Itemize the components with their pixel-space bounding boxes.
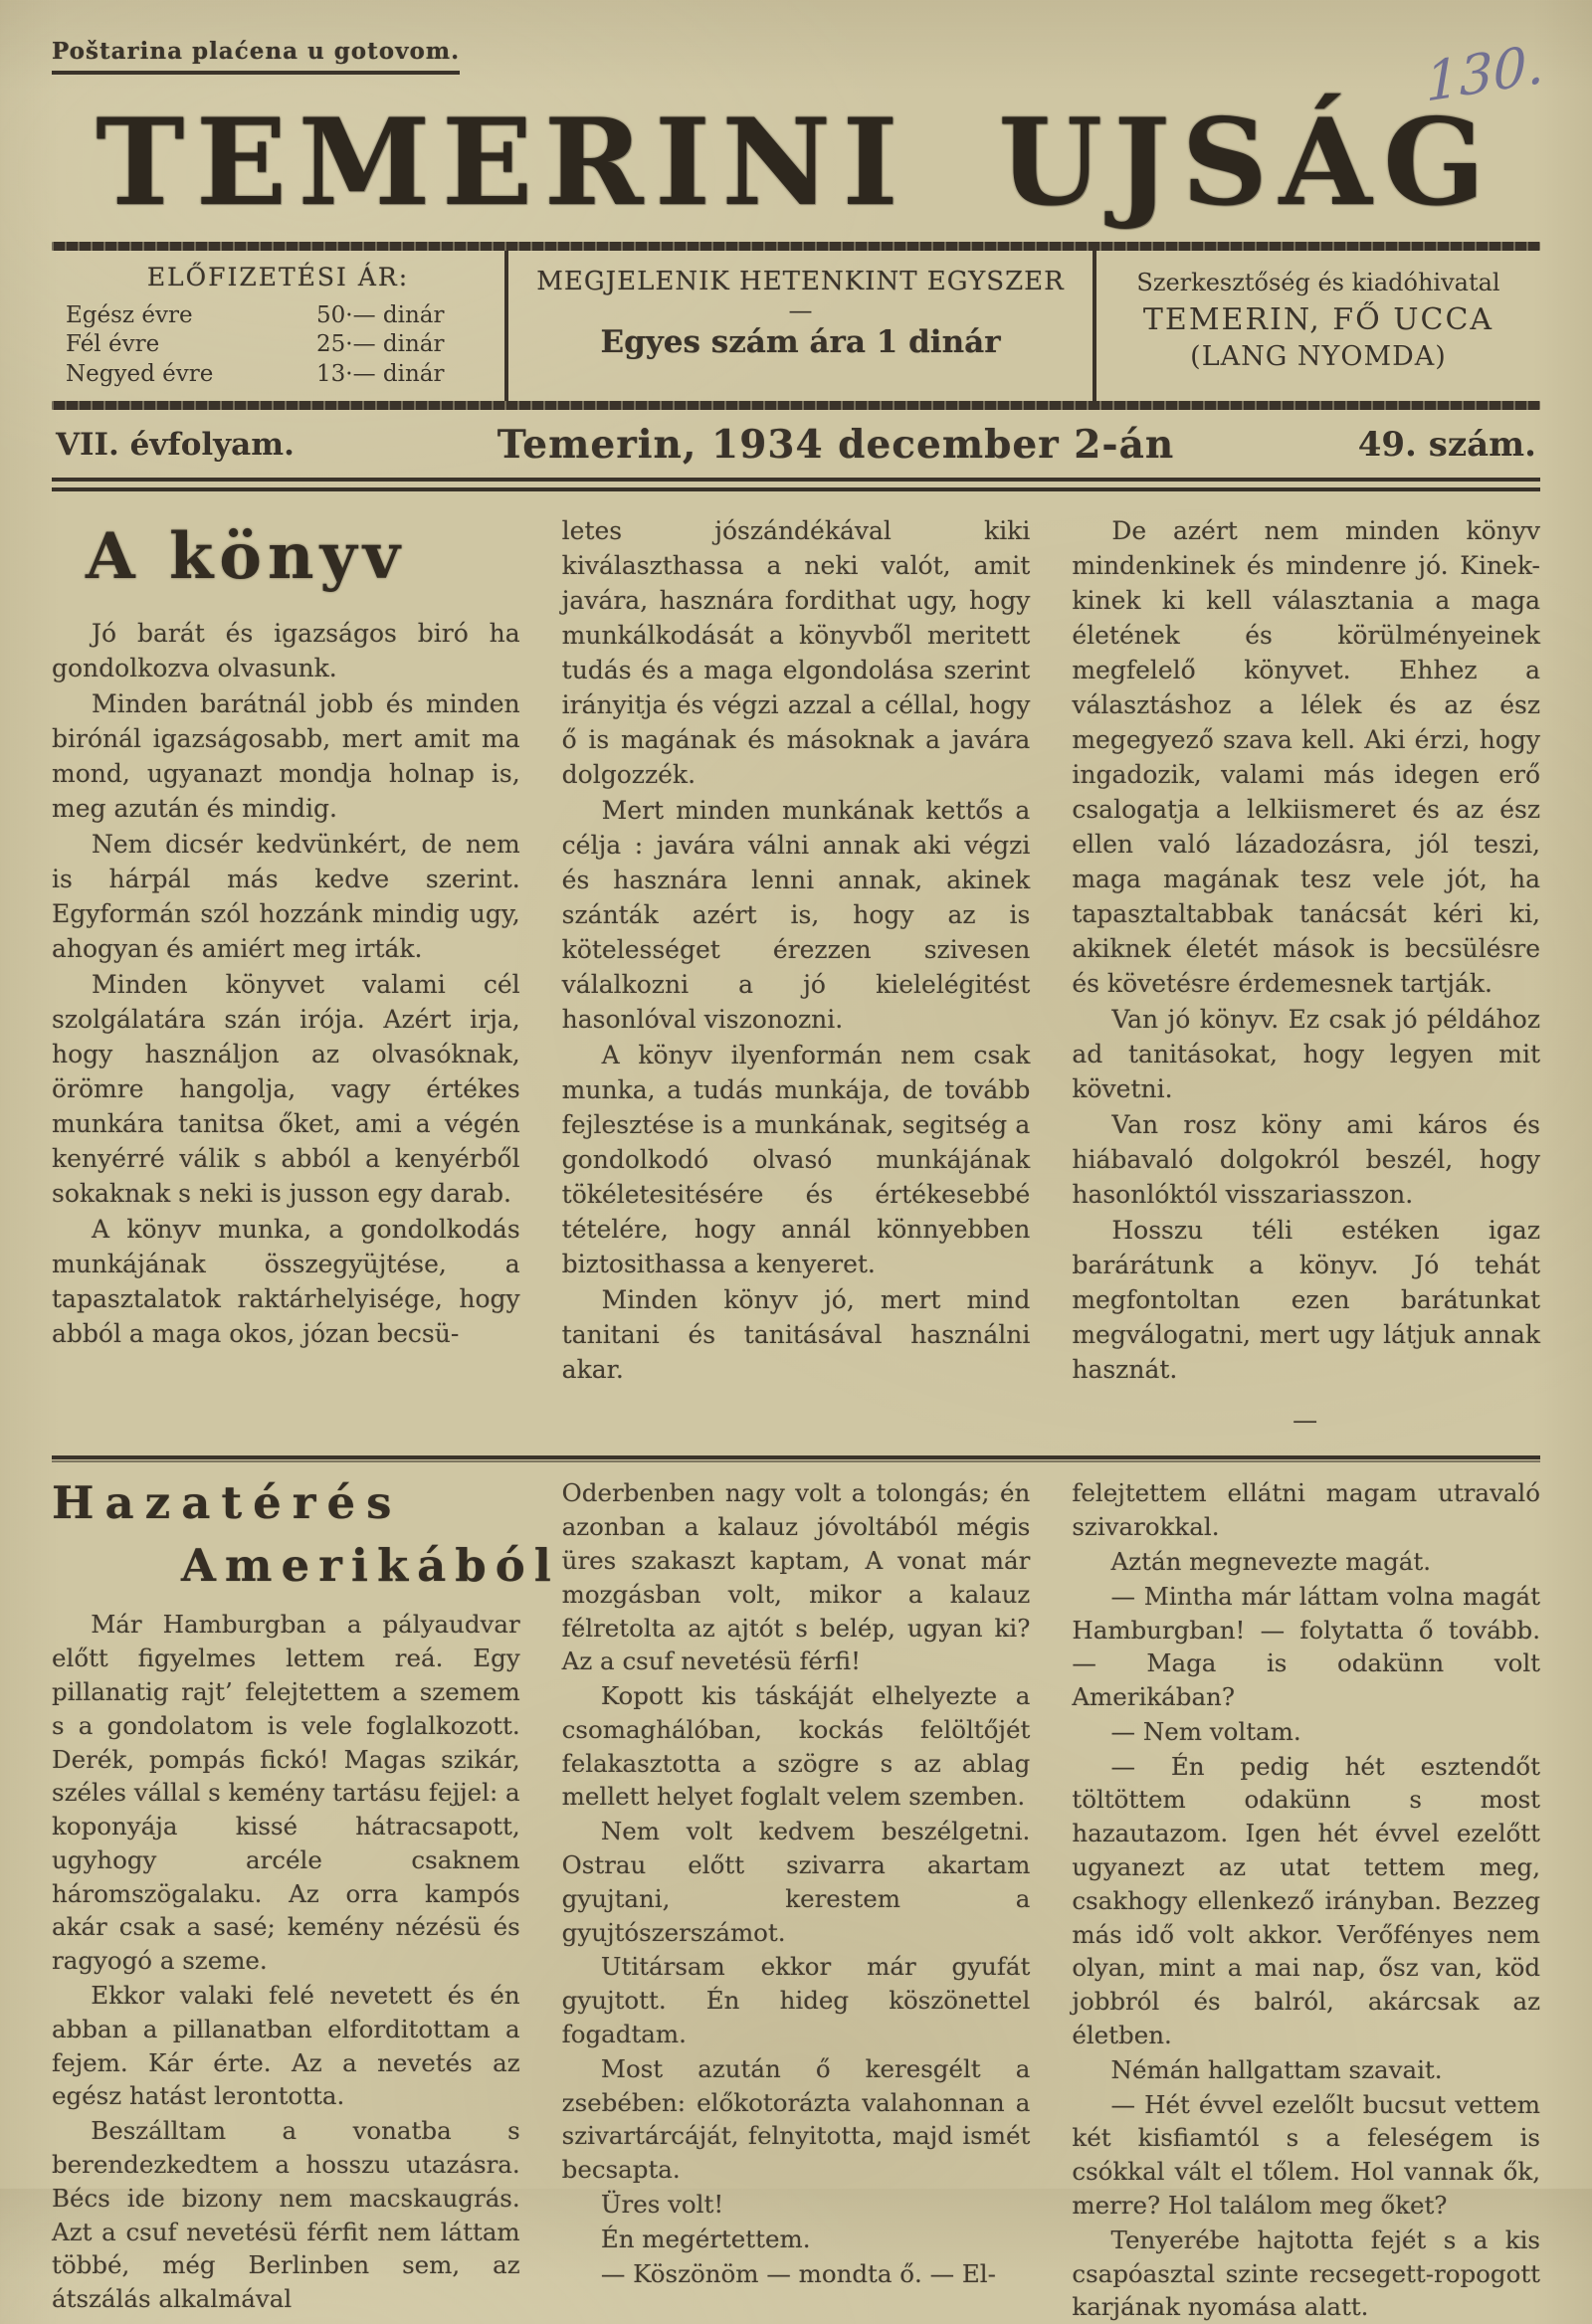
article-column-3 xyxy=(1072,513,1540,1438)
header-bottom-rule xyxy=(52,401,1540,410)
subscription-box xyxy=(52,251,504,401)
paragraph: Némán hallgattam szavait. xyxy=(1110,2054,1443,2084)
column-text xyxy=(52,1608,520,2316)
volume-label: VII. évfolyam. xyxy=(56,427,295,464)
paragraph: Kopott kis táskáját elhelyezte a csomaghálóban, kockás felöltőjét felakasztotta a szögre s az ablag mellett helyet foglalt velem szemben. xyxy=(561,1681,1031,1812)
paragraph: Minden könyv jó, mert mind tanitani és tanitásával használni akar. xyxy=(561,1285,1031,1385)
dateline-rule xyxy=(52,478,1540,491)
subscription-label: Egész évre xyxy=(66,302,193,328)
office-printer: (LANG NYOMDA) xyxy=(1190,341,1447,372)
article-title-line1: Hazatérés xyxy=(52,1476,403,1530)
article-a-konyv xyxy=(52,513,1540,1438)
paragraph: — Nem voltam. xyxy=(1110,1716,1301,1746)
paragraph: De azért nem minden könyv mindenkinek és mindenre jó. Kinek-kinek ki kell választania a maga életének és körülményeinek megfelelő könyvet. Ehhez a választáshoz a lélek és az ész megegyező szava kell. Aki érzi, hogy ingadozik, valami más idegen erő csalogatja a lelkiismeret és az ész ellen való lázadozásra, jól teszi, maga magának tesz vele jót, ha tapasztaltabbak tanácsát kéri ki, akiknek életét mások is becsülésre és követésre érdemesnek tartják. xyxy=(1072,516,1541,999)
paragraph: A könyv ilyenformán nem csak munka, a tudás munkája, de tovább fejlesztése is a munkának, segitség a gondolkodó olvasó munkájának tökéletesitésére és értékesebbé tételére, hogy annál könnyebben biztosithassa a kenyeret. xyxy=(561,1041,1031,1279)
section-divider xyxy=(52,1455,1540,1462)
single-issue-price: Egyes szám ára 1 dinár xyxy=(600,324,1001,360)
masthead-title: TEMERINI UJSÁG xyxy=(96,93,1496,233)
subscription-row xyxy=(66,330,491,359)
column-text xyxy=(562,1476,1031,2290)
column-text xyxy=(52,616,520,1351)
subscription-table xyxy=(66,301,491,389)
paragraph: Mert minden munkának kettős a célja : javára válni annak aki végzi és hasznára lenni annak, akinek szánták azért is, hogy az is kötelességet érezzen szivesen válalkozni a jó kielelégitést hasonlóval viszonozni. xyxy=(561,796,1031,1035)
paragraph: Most azután ő keresgélt a zsebében: előkotorázta valahonnan a szivartárcáját, felnyitotta, majd ismét becsapta. xyxy=(561,2053,1031,2185)
paragraph: Minden könyvet valami cél szolgálatára szán irója. Azért irja, hogy használjon az olvasóknak, örömre hangolja, vagy értékes munkára tanitsa őket, ami a végén kenyérré válik s abból a kenyérből sokaknak s neki is jusson egy darab. xyxy=(52,970,520,1209)
article-hazateres xyxy=(52,1476,1540,2324)
article-column-3 xyxy=(1072,1476,1540,2324)
header-top-rule xyxy=(52,242,1540,251)
column-text xyxy=(1072,513,1540,1438)
subscription-row xyxy=(66,360,491,389)
paragraph: Oderbenben nagy volt a tolongás; én azonban a kalauz jóvoltából mégis üres szakaszt kaptam, A vonat már mozgásban volt, mikor a kalauz félretolta az ajtót s belép, ugyan ki? Az a csuf nevetésü férfi! xyxy=(561,1478,1031,1676)
paragraph: Jó barát és igazságos biró ha gondolkozva olvasunk. xyxy=(52,619,520,683)
frequency-divider: — xyxy=(788,296,813,324)
column-text xyxy=(1072,1476,1540,2324)
frequency-box xyxy=(504,251,1096,401)
paragraph: Én megértettem. xyxy=(600,2224,811,2253)
paragraph: — xyxy=(1293,1406,1320,1436)
header-info-row xyxy=(52,251,1540,401)
issue-label: 49. szám. xyxy=(1357,425,1536,466)
date-label: Temerin, 1934 december 2-án xyxy=(497,422,1175,469)
paragraph: Már Hamburgban a pályaudvar előtt figyelmes lettem reá. Egy pillanatig rajt’ felejtettem a szemem s a gondolatom is vele foglalkozott. Derék, pompás fickó! Magas szikár, széles vállal s kemény tartásu fejjel: a koponyája kissé hátracsapott, ugyhogy arcéle csaknem háromszögalaku. Az orra kampós akár csak a sasé; kemény nézésü és ragyogó a szeme. xyxy=(52,1610,520,1976)
paragraph: Nem dicsér kedvünkért, de nem is hárpál más kedve szerint. Egyformán szól hozzánk mindig ugy, ahogyan és amiért meg irták. xyxy=(52,830,520,964)
column-text xyxy=(562,513,1031,1387)
frequency-line: MEGJELENIK HETENKINT EGYSZER xyxy=(536,267,1065,296)
article-column-1 xyxy=(52,1476,560,2324)
paragraph: felejtettem ellátni magam utravaló szivarokkal. xyxy=(1072,1478,1541,1542)
paragraph: Nem volt kedvem beszélgetni. Ostrau előtt szivarra akartam gyujtani, kerestem a gyujtószerszámot. xyxy=(561,1817,1031,1947)
subscription-value: 25·— dinár xyxy=(316,331,445,358)
subscription-label: Negyed évre xyxy=(66,360,214,387)
paragraph: Van jó könyv. Ez csak jó példához ad tanitásokat, hogy legyen mit követni. xyxy=(1072,1005,1541,1104)
subscription-label: Fél évre xyxy=(66,331,160,358)
article-column-2 xyxy=(562,513,1031,1438)
subscription-value: 13·— dinár xyxy=(316,360,445,387)
paragraph: Minden barátnál jobb és minden birónál igazságosabb, mert amit ma mond, ugyanazt mondja holnap is, meg azután és mindig. xyxy=(52,689,520,824)
office-address: TEMERIN, FŐ UCCA xyxy=(1142,302,1494,337)
paragraph: letes jószándékával kiki kiválaszthassa a neki valót, amit javára, hasznára fordithat ugy, hogy munkálkodását a könyvből meritett tudás és a maga elgondolása szerint irányitja és végzi azzal a céllal, hogy ő is magának és másoknak a javára dolgozzék. xyxy=(561,516,1031,790)
article-column-2 xyxy=(562,1476,1031,2324)
paragraph: — Mintha már láttam volna magát Hamburgban! — folytatta ő tovább. — Maga is odakünn volt Amerikában? xyxy=(1072,1581,1541,1712)
paragraph: — Hét évvel ezelőlt bucsut vettem két kisfiamtól s a feleségem is csókkal vált el tőlem. Hol vannak ők, merre? Hol találom meg őket? xyxy=(1072,2089,1541,2221)
paragraph: Üres volt! xyxy=(600,2190,724,2220)
subscription-row xyxy=(66,301,491,330)
articles-area xyxy=(52,513,1540,2324)
paragraph: Beszálltam a vonatba s berendezkedtem a hosszu utazásra. Bécs ide bizony nem macskaugrás. Azt a csuf nevetésü férfit nem láttam többé, még Berlinben sem, az átszálás alkalmával xyxy=(52,2116,520,2314)
article-title-line2: Amerikából xyxy=(181,1539,560,1593)
paragraph: Ekkor valaki felé nevetett és én abban a pillanatban elforditottam a fejem. Kár érte. Az a nevetés az egész hatást lerontotta. xyxy=(52,1981,520,2111)
paragraph: — Én pedig hét esztendőt töltöttem odakünn s most hazautazom. Igen hét évvel ezelőtt ugyanezt az utat tettem meg, csakhogy ellenkező irányban. Bezzeg más idő volt akkor. Verőfényes nem olyan, mint a mai nap, ősz van, köd jobbról és balról, akárcsak az életben. xyxy=(1072,1751,1541,2050)
paragraph: — Köszönöm — mondta ő. — El- xyxy=(600,2258,996,2288)
postal-note: Poštarina plaćena u gotovom. xyxy=(52,38,460,75)
dateline xyxy=(52,410,1540,478)
paragraph: Hosszu téli estéken igaz barárátunk a könyv. Jó tehát megfontoltan ezen barátunkat megválogatni, mert ugy látjuk annak hasznát. xyxy=(1072,1216,1541,1385)
office-line: Szerkesztőség és kiadóhivatal xyxy=(1136,269,1500,296)
office-box xyxy=(1096,251,1540,401)
article-title: A könyv xyxy=(86,519,406,595)
paragraph: Aztán megnevezte magát. xyxy=(1110,1546,1431,1576)
paragraph: Van rosz köny ami káros és hiábavaló dolgokról beszél, hogy hasonlóktól visszariasszon. xyxy=(1072,1110,1541,1210)
paragraph: Utitársam ekkor már gyufát gyujtott. Én hideg köszönettel fogadtam. xyxy=(561,1952,1031,2049)
subscription-value: 50·— dinár xyxy=(316,302,445,328)
paragraph: A könyv munka, a gondolkodás munkájának összegyüjtése, a tapasztalatok raktárhelyisége, hogy abból a maga okos, józan becsü- xyxy=(52,1215,520,1349)
article-column-1 xyxy=(52,513,520,1438)
paragraph: Tenyerébe hajtotta fejét s a kis csapóasztal szinte recsegett-ropogott karjának nyomása alatt. xyxy=(1072,2225,1541,2322)
subscription-title: ELŐFIZETÉSI ÁR: xyxy=(146,263,410,291)
handwritten-number: 130. xyxy=(1424,32,1544,114)
